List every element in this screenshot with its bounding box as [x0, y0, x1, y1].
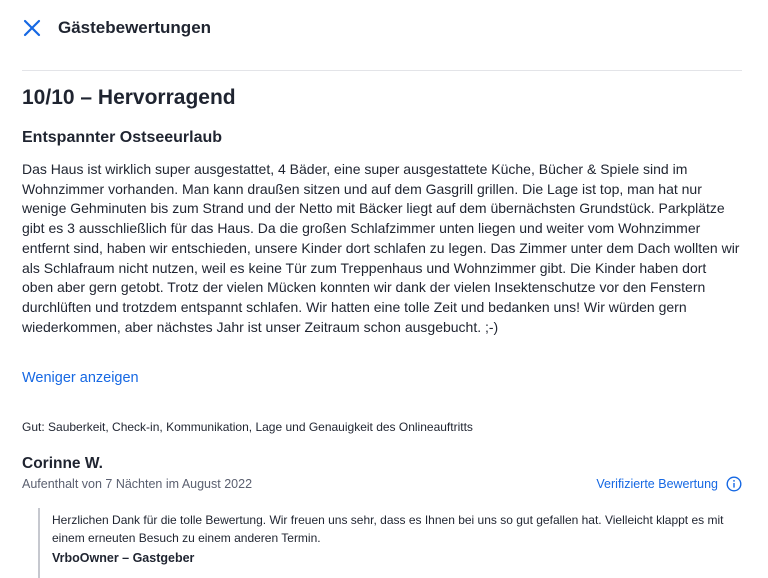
show-less-link[interactable]: Weniger anzeigen	[22, 370, 139, 386]
verified-review-link[interactable]	[596, 476, 742, 492]
owner-reply-text: Herzlichen Dank für die tolle Bewertung. Wir freuen uns sehr, dass es Ihnen bei uns so gut gefallen hat. Vielleicht klappt es mit einem erneuten Besuch zu einem anderen Termin.	[52, 513, 724, 545]
review-score: 10/10 – Hervorragend	[22, 86, 236, 109]
owner-reply-author: VrboOwner – Gastgeber	[52, 551, 195, 565]
verified-review-label: Verifizierte Bewertung	[596, 477, 718, 491]
close-icon[interactable]	[22, 18, 42, 38]
review-body: Das Haus ist wirklich super ausgestattet, 4 Bäder, eine super ausgestattete Küche, Bücher & Spiele sind im Wohnzimmer vorhanden. Man kann draußen sitzen und auf dem Gasgrill grillen. Die Lage ist top, man hat nur wenige Gehminuten bis zum Strand und der Netto mit Bäcker liegt auf dem übernächsten Grundstück. Parkplätze gibt es 3 ausschließlich für das Haus. Da die großen Schlafzimmer unten liegen und weiter vom Wohnzimmer entfernt sind, haben wir entschieden, unsere Kinder dort schlafen zu legen. Das Zimmer unter dem Dach wollten wir als Schlafraum nicht nutzen, weil es keine Tür zum Treppenhaus und Wohnzimmer gibt. Die Kinder haben dort oben aber gern getobt. Trotz der vielen Mücken konnten wir dank der vielen Insektenschutze vor den Fenstern durchlüften und trotzdem entspannt schlafen. Wir hatten eine tolle Zeit und bedanken uns! Wir würden gern wiederkommen, aber nächstes Jahr ist unser Zeitraum schon ausgebucht. ;-)	[22, 161, 740, 335]
divider	[22, 70, 742, 71]
stay-info: Aufenthalt von 7 Nächten im August 2022	[22, 477, 253, 491]
review-highlights: Gut: Sauberkeit, Check-in, Kommunikation, Lage und Genauigkeit des Onlineauftritts	[22, 420, 473, 434]
reviewer-name: Corinne W.	[22, 455, 103, 472]
owner-reply	[38, 508, 748, 578]
page-title: Gästebewertungen	[58, 18, 212, 37]
review-title: Entspannter Ostseeurlaub	[22, 129, 223, 146]
info-icon[interactable]	[726, 476, 742, 492]
header	[22, 14, 211, 42]
